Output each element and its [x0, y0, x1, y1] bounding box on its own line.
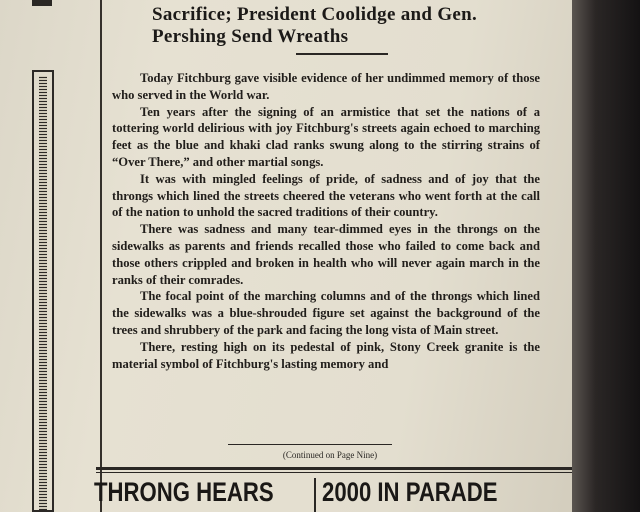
paragraph: It was with mingled feelings of pride, of sadness and of joy that the throngs which lined the streets cheered the veterans who went forth at the call of the nation to unhold the sacred traditions of their country. — [112, 171, 540, 220]
headline-rule — [296, 53, 388, 55]
paragraph: Today Fitchburg gave visible evidence of her undimmed memory of those who served in the World war. — [112, 71, 540, 102]
left-border-pattern — [39, 76, 47, 510]
headline-line-2: Pershing Send Wreaths — [152, 26, 349, 47]
paragraph: Ten years after the signing of an armistice that set the nations of a tottering world delirious with joy Fitchburg's streets again echoed to marching feet as the blue and khaki clad ranks swung along to the stirring strains of “Over There,” and other martial songs. — [112, 104, 540, 169]
bottom-headline-left: THRONG HEARS — [94, 477, 274, 507]
continued-note: (Continued on Page Nine) — [282, 450, 378, 460]
bottom-rule-thick — [96, 467, 572, 470]
left-column-border — [32, 70, 54, 512]
paragraph: There was sadness and many tear-dimmed eyes in the throngs on the sidewalks as parents and friends recalled those who failed to come back and those others crippled and broken in health who will never again march in the ranks of their comrades. — [112, 222, 540, 287]
article-body — [112, 70, 540, 372]
headline-line-1: Sacrifice; President Coolidge and Gen. — [152, 4, 478, 25]
column-rule — [100, 0, 102, 512]
page-edge-shadow — [572, 0, 640, 512]
top-fragment — [32, 0, 52, 6]
bottom-rule-thin — [96, 472, 572, 473]
continued-rule — [228, 444, 392, 445]
bottom-column-separator — [314, 478, 316, 512]
bottom-headline-right: 2000 IN PARADE — [322, 477, 498, 507]
paragraph: The focal point of the marching columns and of the throngs which lined the sidewalks was a blue-shrouded figure set against the background of the trees and shrubbery of the park and facing the long vista of Main street. — [112, 289, 540, 337]
headline — [152, 4, 552, 48]
paragraph: There, resting high on its pedestal of pink, Stony Creek granite is the material symbol of Fitchburg's lasting memory and — [112, 339, 540, 371]
